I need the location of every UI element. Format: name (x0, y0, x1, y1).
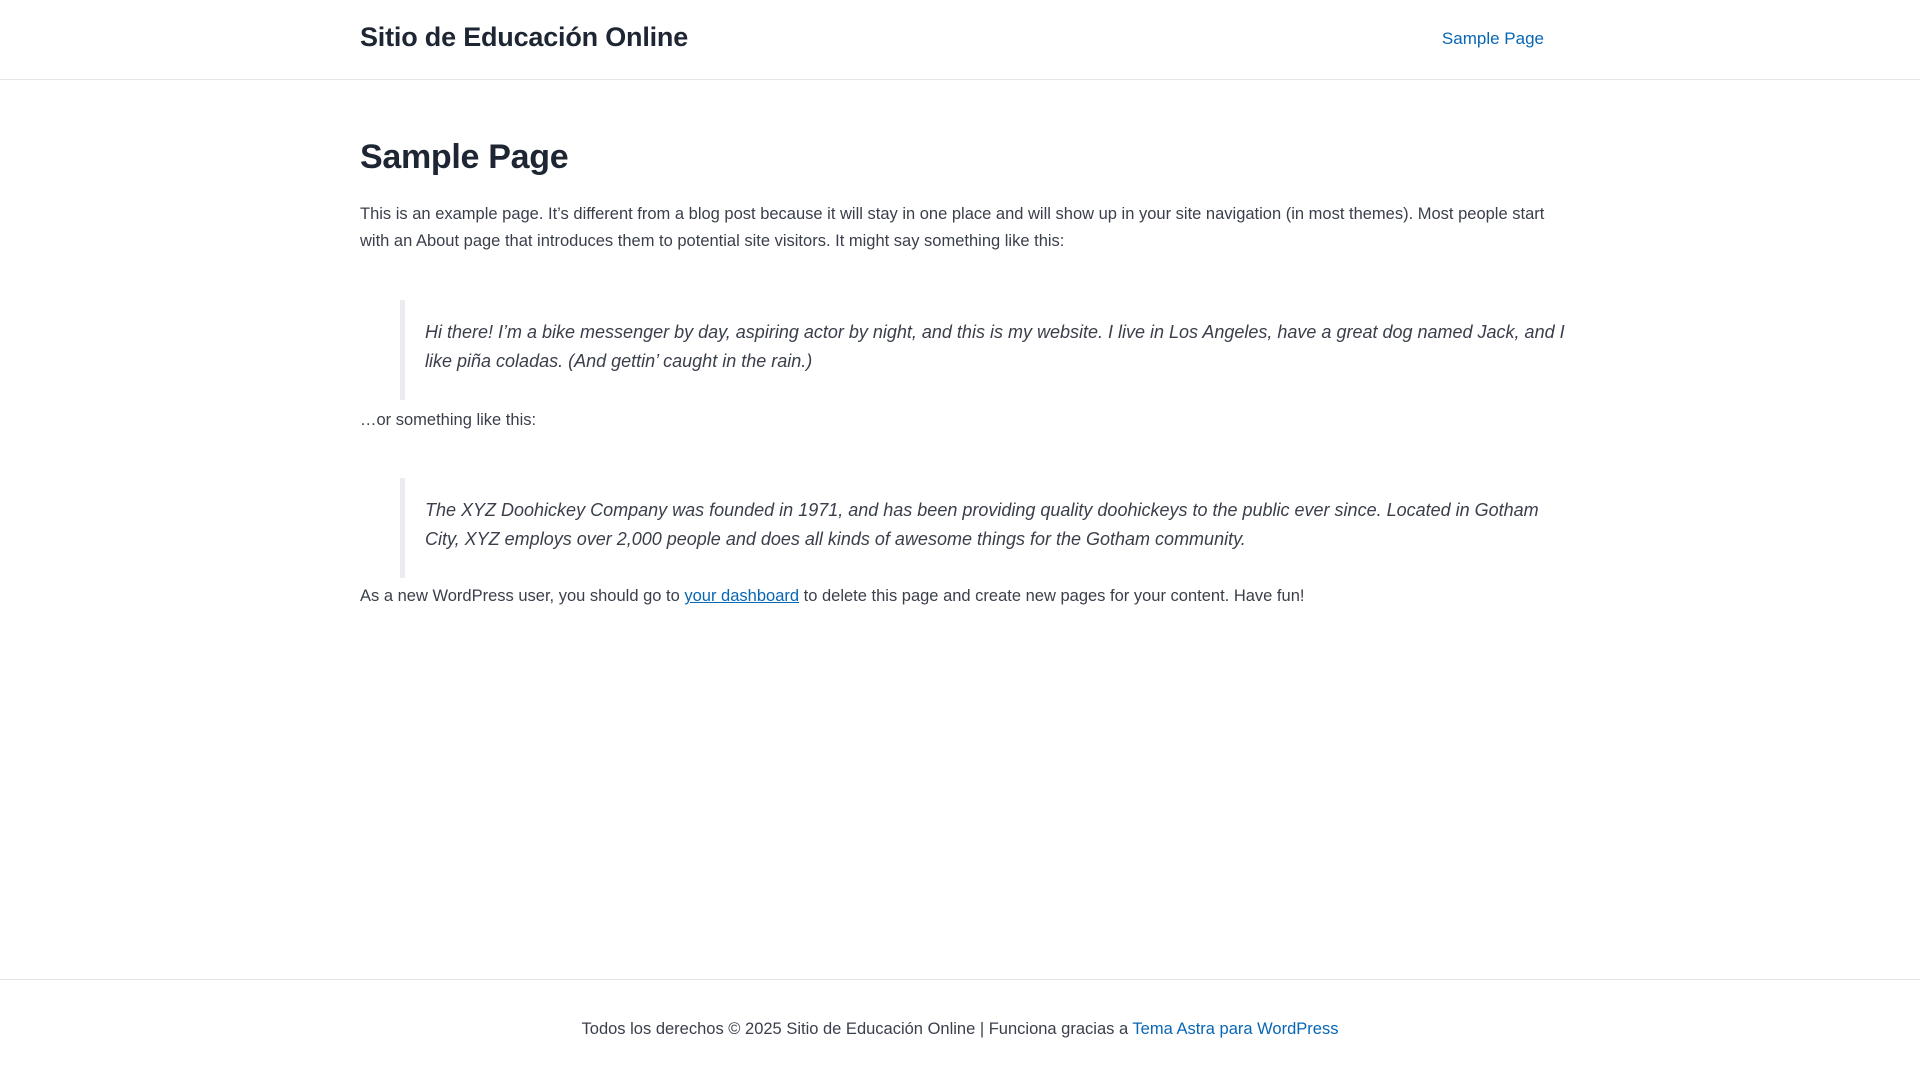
footer-theme-link[interactable]: Tema Astra para WordPress (1132, 1020, 1339, 1038)
blockquote-text: Hi there! I’m a bike messenger by day, aspiring actor by night, and this is my website. I live in Los Angeles, have a great dog named Jack, and I like piña coladas. (And gettin’ caught in the rain.) (425, 322, 1565, 371)
intro-paragraph: This is an example page. It’s different from a blog post because it will stay in one place and will show up in your site navigation (in most themes). Most people start with an About page that introduces them to potential site visitors. It might say something like this: (360, 205, 1545, 250)
site-footer (0, 979, 1920, 1080)
blockquote-bike-messenger (400, 300, 1590, 400)
blockquote-company (400, 478, 1590, 578)
footer-copyright-text: Todos los derechos © 2025 Sitio de Educación Online | Funciona gracias a (581, 1020, 1133, 1038)
footer-copyright (0, 1020, 1920, 1039)
site-title[interactable]: Sitio de Educación Online (360, 22, 689, 52)
blockquote-text: The XYZ Doohickey Company was founded in 1971, and has been providing quality doohickeys to the public ever since. Located in Gotham City, XYZ employs over 2,000 people and does all kinds of awesome things for the Gotham community. (425, 500, 1539, 549)
site-header (0, 0, 1920, 80)
between-paragraph: …or something like this: (360, 411, 537, 429)
closing-paragraph (360, 583, 1550, 610)
page-title: Sample Page (360, 138, 569, 176)
dashboard-link[interactable]: your dashboard (684, 587, 800, 605)
nav-item-sample-page[interactable]: Sample Page (1441, 29, 1544, 48)
closing-text-after: to delete this page and create new pages for your content. Have fun! (799, 587, 1305, 605)
closing-text-before: As a new WordPress user, you should go to (360, 587, 685, 605)
